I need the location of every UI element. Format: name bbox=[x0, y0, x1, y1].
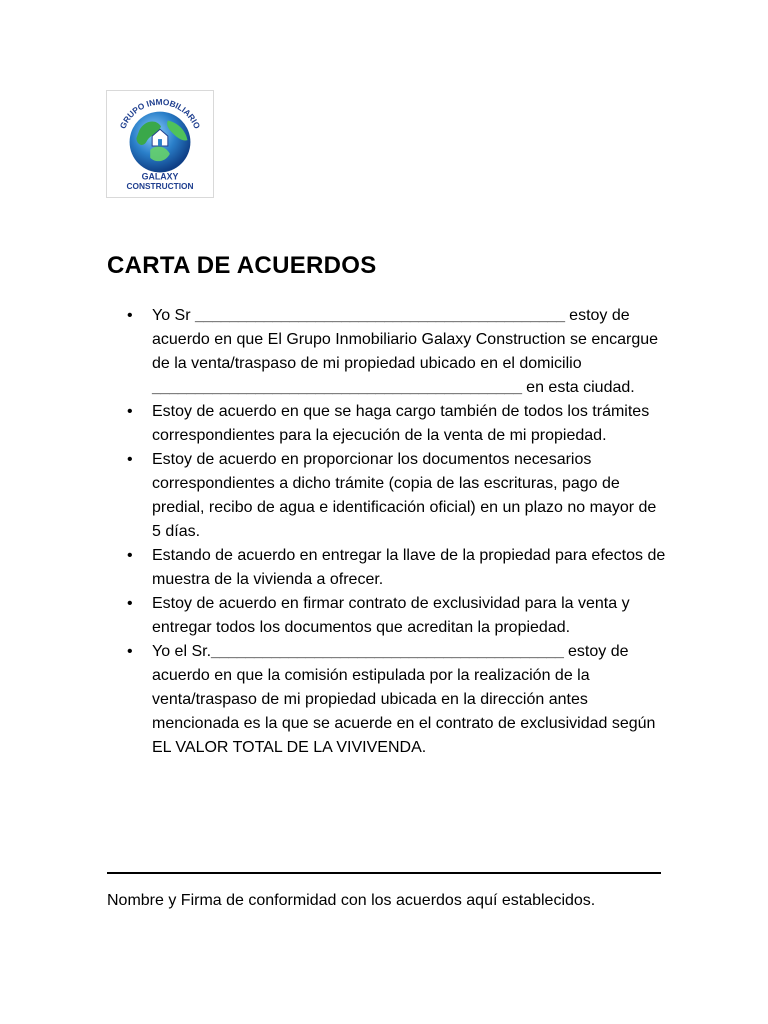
agreement-item bbox=[107, 592, 667, 640]
agreement-list bbox=[107, 304, 667, 760]
agreement-item bbox=[107, 640, 667, 760]
agreement-text: en esta ciudad. bbox=[521, 379, 635, 396]
signature-caption: Nombre y Firma de conformidad con los acuerdos aquí establecidos. bbox=[107, 892, 596, 909]
name-blank-field: ___________________________________________ bbox=[195, 307, 565, 324]
globe-logo-icon bbox=[107, 91, 213, 197]
agreement-item bbox=[107, 304, 667, 400]
agreement-text: Yo el Sr. bbox=[152, 643, 212, 660]
agreement-text: estoy de acuerdo en que la comisión estipulada por la realización de la venta/traspaso de mi propiedad ubicada en la dirección antes mencionada es la que se acuerde en el contrato de exclusividad según EL VALOR TOTAL DE LA VIVIVENDA. bbox=[152, 643, 656, 756]
agreement-text: Yo Sr bbox=[152, 307, 195, 324]
agreement-item bbox=[107, 448, 667, 544]
company-logo bbox=[106, 90, 214, 198]
agreement-text: estoy de acuerdo en que El Grupo Inmobiliario Galaxy Construction se encargue de la venta/traspaso de mi propiedad ubicado en el domicilio bbox=[152, 307, 659, 372]
agreement-text: Estoy de acuerdo en que se haga cargo también de todos los trámites correspondientes para la ejecución de la venta de mi propiedad. bbox=[152, 403, 650, 444]
logo-arc-text: GRUPO INMOBILIARIO bbox=[117, 96, 203, 131]
agreement-text: Estoy de acuerdo en proporcionar los documentos necesarios correspondientes a dicho trámite (copia de las escrituras, pago de predial, recibo de agua e identificación oficial) en un plazo no mayor de 5 días. bbox=[152, 451, 657, 540]
agreement-text: Estando de acuerdo en entregar la llave de la propiedad para efectos de muestra de la vivienda a ofrecer. bbox=[152, 547, 666, 588]
agreement-text: Estoy de acuerdo en firmar contrato de exclusividad para la venta y entregar todos los documentos que acreditan la propiedad. bbox=[152, 595, 630, 636]
signature-line bbox=[107, 872, 661, 874]
name-blank-field: _________________________________________ bbox=[211, 643, 564, 660]
document-title: CARTA DE ACUERDOS bbox=[107, 252, 377, 279]
address-blank-field: ___________________________________________ bbox=[152, 379, 522, 396]
agreement-item bbox=[107, 400, 667, 448]
logo-line-1: GALAXY bbox=[141, 171, 179, 182]
logo-line-2: CONSTRUCTION bbox=[126, 181, 194, 192]
house-door-shape bbox=[158, 139, 162, 146]
agreement-item bbox=[107, 544, 667, 592]
